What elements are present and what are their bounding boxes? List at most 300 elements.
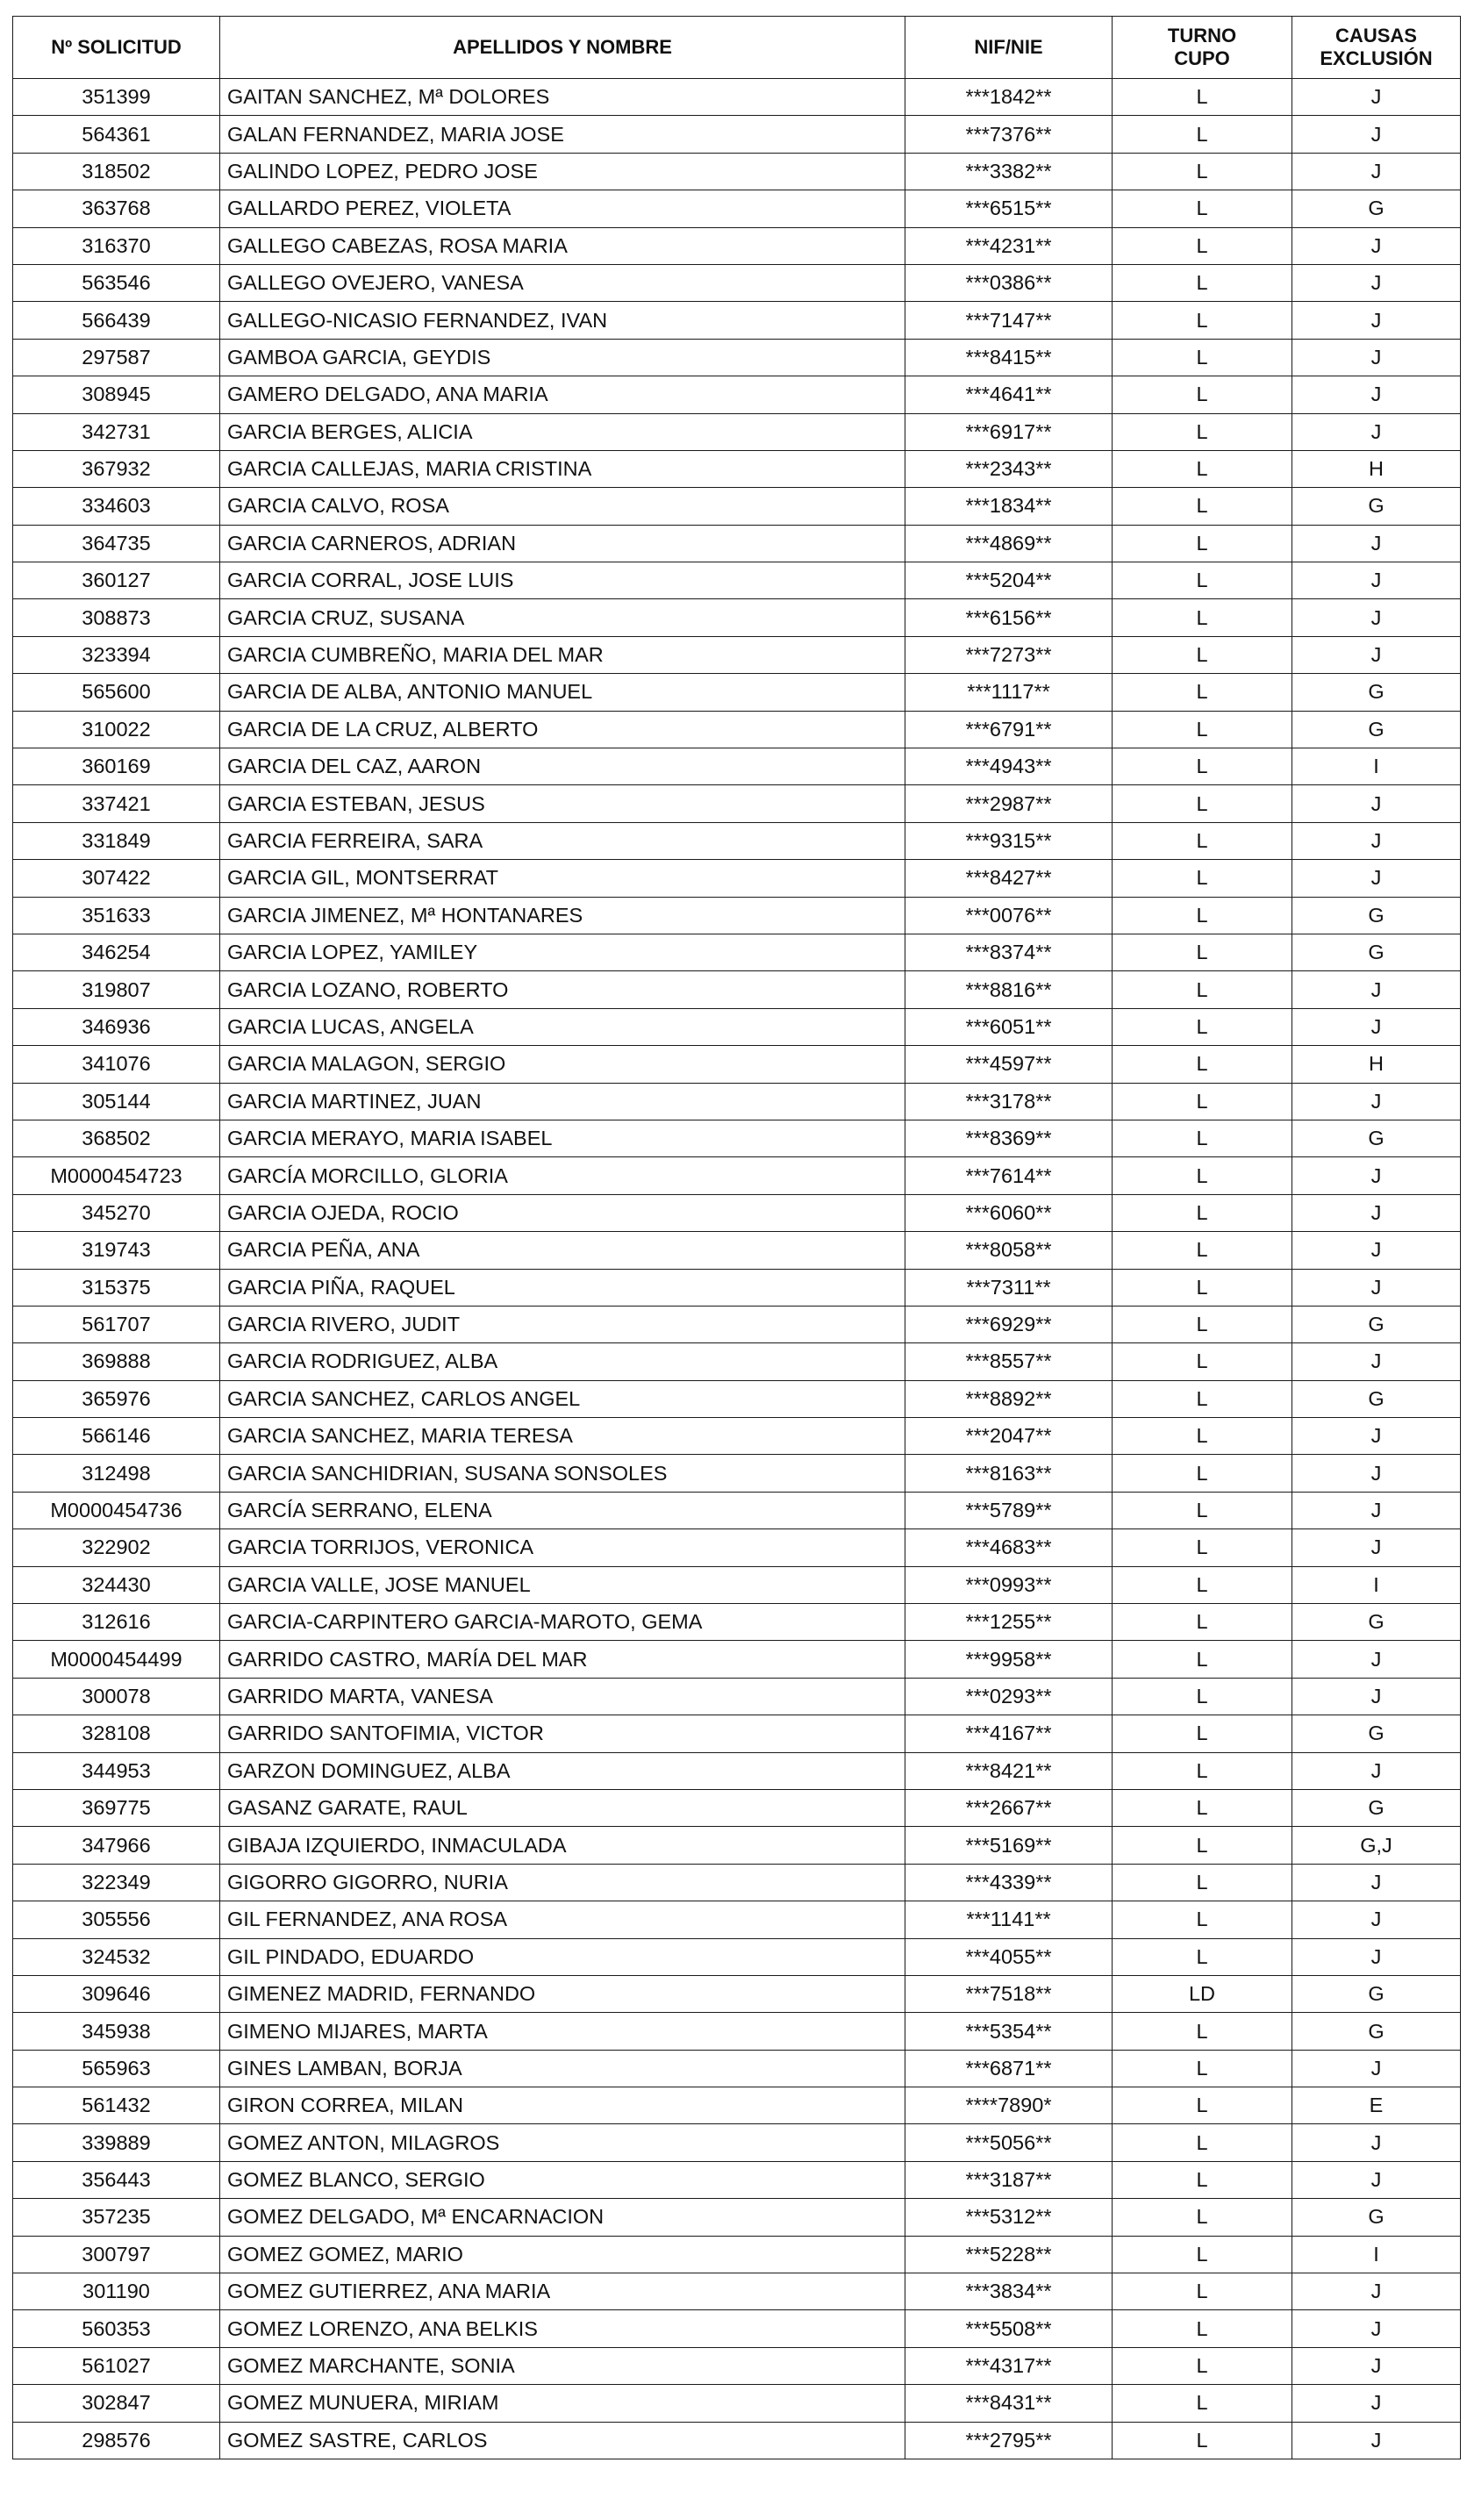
cell-turno-cupo: L [1113,1120,1292,1156]
cell-solicitud: 351399 [13,79,220,116]
cell-turno-cupo: L [1113,2422,1292,2459]
table-row [13,2310,1461,2347]
exclusion-table [12,16,1461,2459]
cell-solicitud: 341076 [13,1046,220,1083]
cell-turno-cupo: L [1113,413,1292,450]
cell-solicitud: 561027 [13,2347,220,2384]
cell-nif: ***0076** [905,897,1113,934]
cell-solicitud: 346254 [13,934,220,970]
table-row [13,860,1461,897]
cell-turno-cupo: LD [1113,1975,1292,2012]
cell-solicitud: 307422 [13,860,220,897]
cell-turno-cupo: L [1113,2124,1292,2161]
cell-solicitud: 334603 [13,488,220,525]
cell-causas-exclusion: G [1292,934,1461,970]
cell-nif: ***8415** [905,339,1113,376]
cell-nombre: GALLEGO CABEZAS, ROSA MARIA [220,227,905,264]
cell-turno-cupo: L [1113,1418,1292,1455]
cell-turno-cupo: L [1113,1343,1292,1380]
cell-causas-exclusion: G [1292,1789,1461,1826]
cell-causas-exclusion: G [1292,190,1461,227]
cell-nombre: GIL PINDADO, EDUARDO [220,1938,905,1975]
cell-solicitud: 308945 [13,376,220,413]
cell-causas-exclusion: J [1292,525,1461,562]
cell-nombre: GARCIA PEÑA, ANA [220,1232,905,1269]
table-row [13,1418,1461,1455]
table-row [13,562,1461,599]
table-row [13,450,1461,487]
cell-nombre: GALLEGO OVEJERO, VANESA [220,264,905,301]
cell-turno-cupo: L [1113,711,1292,748]
cell-causas-exclusion: J [1292,1157,1461,1194]
cell-turno-cupo: L [1113,860,1292,897]
cell-turno-cupo: L [1113,1566,1292,1603]
cell-nif: ***4231** [905,227,1113,264]
cell-nombre: GARCIA DE LA CRUZ, ALBERTO [220,711,905,748]
cell-nif: ***6871** [905,2050,1113,2087]
cell-solicitud: 563546 [13,264,220,301]
cell-nif: ***6515** [905,190,1113,227]
table-row [13,1604,1461,1641]
cell-causas-exclusion: G [1292,1380,1461,1417]
cell-nif: ***7147** [905,302,1113,339]
cell-turno-cupo: L [1113,79,1292,116]
cell-solicitud: 345938 [13,2013,220,2050]
table-row [13,339,1461,376]
cell-nombre: GIL FERNANDEZ, ANA ROSA [220,1901,905,1938]
cell-causas-exclusion: J [1292,1269,1461,1306]
cell-causas-exclusion: H [1292,450,1461,487]
cell-turno-cupo: L [1113,2273,1292,2310]
cell-turno-cupo: L [1113,1715,1292,1752]
cell-solicitud: 360169 [13,748,220,785]
cell-turno-cupo: L [1113,525,1292,562]
table-row [13,190,1461,227]
cell-turno-cupo: L [1113,2347,1292,2384]
cell-nif: ***4317** [905,2347,1113,2384]
table-row [13,302,1461,339]
cell-nombre: GARCIA JIMENEZ, Mª HONTANARES [220,897,905,934]
table-row [13,1752,1461,1789]
cell-causas-exclusion: G [1292,1715,1461,1752]
cell-nombre: GOMEZ DELGADO, Mª ENCARNACION [220,2199,905,2236]
cell-turno-cupo: L [1113,488,1292,525]
cell-solicitud: 356443 [13,2161,220,2198]
cell-nif: ***2987** [905,785,1113,822]
cell-turno-cupo: L [1113,1269,1292,1306]
table-row [13,1864,1461,1901]
table-body [13,79,1461,2459]
cell-solicitud: 365976 [13,1380,220,1417]
table-row [13,2050,1461,2087]
cell-nombre: GARCIA GIL, MONTSERRAT [220,860,905,897]
table-row [13,1901,1461,1938]
cell-solicitud: 346936 [13,1008,220,1045]
cell-solicitud: M0000454499 [13,1641,220,1678]
cell-nombre: GARCIA PIÑA, RAQUEL [220,1269,905,1306]
cell-solicitud: 561432 [13,2087,220,2124]
cell-solicitud: 322349 [13,1864,220,1901]
cell-nif: ***6051** [905,1008,1113,1045]
cell-solicitud: 319807 [13,971,220,1008]
cell-causas-exclusion: J [1292,2050,1461,2087]
table-row [13,1306,1461,1342]
cell-causas-exclusion: J [1292,2422,1461,2459]
header-causas-line1: CAUSAS [1335,25,1417,47]
cell-solicitud: 363768 [13,190,220,227]
header-solicitud: Nº SOLICITUD [13,17,220,79]
cell-solicitud: M0000454736 [13,1492,220,1528]
cell-turno-cupo: L [1113,674,1292,711]
table-row [13,711,1461,748]
cell-nombre: GARCIA LOPEZ, YAMILEY [220,934,905,970]
cell-nombre: GARCIA MARTINEZ, JUAN [220,1083,905,1120]
cell-nif: ***7376** [905,116,1113,153]
table-row [13,1938,1461,1975]
cell-nombre: GAITAN SANCHEZ, Mª DOLORES [220,79,905,116]
cell-nif: ***4683** [905,1529,1113,1566]
cell-causas-exclusion: J [1292,1083,1461,1120]
cell-nif: ***5354** [905,2013,1113,2050]
table-header-row [13,17,1461,79]
cell-solicitud: 347966 [13,1827,220,1864]
cell-solicitud: 344953 [13,1752,220,1789]
cell-causas-exclusion: J [1292,1752,1461,1789]
cell-nombre: GARCIA FERREIRA, SARA [220,822,905,859]
cell-solicitud: 312498 [13,1455,220,1492]
cell-solicitud: 364735 [13,525,220,562]
cell-nif: ***9315** [905,822,1113,859]
cell-solicitud: 300078 [13,1678,220,1715]
cell-turno-cupo: L [1113,971,1292,1008]
cell-solicitud: 331849 [13,822,220,859]
cell-causas-exclusion: G [1292,1604,1461,1641]
table-row [13,2422,1461,2459]
cell-causas-exclusion: J [1292,785,1461,822]
cell-nombre: GARCIA RODRIGUEZ, ALBA [220,1343,905,1380]
cell-nif: ***0293** [905,1678,1113,1715]
table-row [13,488,1461,525]
cell-nif: ***5789** [905,1492,1113,1528]
cell-nombre: GALLARDO PEREZ, VIOLETA [220,190,905,227]
cell-solicitud: 367932 [13,450,220,487]
cell-nif: ***8421** [905,1752,1113,1789]
cell-causas-exclusion: J [1292,2310,1461,2347]
cell-turno-cupo: L [1113,599,1292,636]
cell-nif: ***9958** [905,1641,1113,1678]
cell-causas-exclusion: J [1292,1194,1461,1231]
header-causas-exclusion [1292,17,1461,79]
table-row [13,934,1461,970]
cell-causas-exclusion: J [1292,2385,1461,2422]
cell-nombre: GARCIA DE ALBA, ANTONIO MANUEL [220,674,905,711]
cell-solicitud: 309646 [13,1975,220,2012]
table-row [13,227,1461,264]
cell-causas-exclusion: J [1292,1864,1461,1901]
cell-causas-exclusion: I [1292,1566,1461,1603]
cell-solicitud: 339889 [13,2124,220,2161]
table-row [13,1083,1461,1120]
cell-turno-cupo: L [1113,153,1292,190]
cell-causas-exclusion: J [1292,636,1461,673]
cell-nombre: GARCIA CARNEROS, ADRIAN [220,525,905,562]
cell-nif: ***8163** [905,1455,1113,1492]
header-turno-line1: TURNO [1167,25,1237,47]
table-row [13,1046,1461,1083]
cell-turno-cupo: L [1113,822,1292,859]
table-row [13,153,1461,190]
cell-turno-cupo: L [1113,785,1292,822]
cell-causas-exclusion: G [1292,2199,1461,2236]
cell-turno-cupo: L [1113,2161,1292,2198]
cell-nombre: GARCÍA SERRANO, ELENA [220,1492,905,1528]
cell-solicitud: 324430 [13,1566,220,1603]
cell-causas-exclusion: J [1292,153,1461,190]
cell-turno-cupo: L [1113,636,1292,673]
table-row [13,2347,1461,2384]
cell-solicitud: 310022 [13,711,220,748]
cell-turno-cupo: L [1113,1046,1292,1083]
cell-nombre: GALAN FERNANDEZ, MARIA JOSE [220,116,905,153]
cell-solicitud: 328108 [13,1715,220,1752]
header-turno-line2: CUPO [1174,47,1230,69]
cell-causas-exclusion: G [1292,488,1461,525]
cell-turno-cupo: L [1113,1864,1292,1901]
table-row [13,1641,1461,1678]
cell-causas-exclusion: J [1292,413,1461,450]
table-row [13,1789,1461,1826]
cell-nombre: GARCIA SANCHIDRIAN, SUSANA SONSOLES [220,1455,905,1492]
cell-solicitud: 565600 [13,674,220,711]
cell-nif: ***8431** [905,2385,1113,2422]
cell-nombre: GARCIA MALAGON, SERGIO [220,1046,905,1083]
cell-nombre: GALLEGO-NICASIO FERNANDEZ, IVAN [220,302,905,339]
cell-nif: ***2343** [905,450,1113,487]
cell-solicitud: 319743 [13,1232,220,1269]
table-row [13,1269,1461,1306]
table-row [13,2199,1461,2236]
cell-nombre: GALINDO LOPEZ, PEDRO JOSE [220,153,905,190]
cell-turno-cupo: L [1113,339,1292,376]
cell-nif: ***8058** [905,1232,1113,1269]
table-row [13,1975,1461,2012]
cell-solicitud: 351633 [13,897,220,934]
cell-turno-cupo: L [1113,1678,1292,1715]
cell-nif: ***4055** [905,1938,1113,1975]
cell-nombre: GOMEZ BLANCO, SERGIO [220,2161,905,2198]
cell-causas-exclusion: J [1292,822,1461,859]
cell-causas-exclusion: J [1292,116,1461,153]
cell-nombre: GOMEZ MARCHANTE, SONIA [220,2347,905,2384]
cell-nif: ***4641** [905,376,1113,413]
cell-nombre: GARCIA RIVERO, JUDIT [220,1306,905,1342]
cell-causas-exclusion: J [1292,339,1461,376]
table-row [13,1343,1461,1380]
cell-solicitud: 369888 [13,1343,220,1380]
cell-causas-exclusion: J [1292,1492,1461,1528]
cell-turno-cupo: L [1113,1752,1292,1789]
cell-nif: ***5508** [905,2310,1113,2347]
cell-turno-cupo: L [1113,1938,1292,1975]
cell-solicitud: 298576 [13,2422,220,2459]
cell-turno-cupo: L [1113,302,1292,339]
cell-nombre: GARCIA CALLEJAS, MARIA CRISTINA [220,450,905,487]
cell-causas-exclusion: G [1292,1975,1461,2012]
cell-turno-cupo: L [1113,1157,1292,1194]
table-row [13,1008,1461,1045]
cell-turno-cupo: L [1113,1008,1292,1045]
cell-solicitud: 318502 [13,153,220,190]
cell-causas-exclusion: J [1292,376,1461,413]
cell-turno-cupo: L [1113,2385,1292,2422]
cell-solicitud: 337421 [13,785,220,822]
cell-causas-exclusion: G [1292,2013,1461,2050]
table-row [13,785,1461,822]
cell-turno-cupo: L [1113,1641,1292,1678]
cell-nif: ***6156** [905,599,1113,636]
cell-nif: ***8557** [905,1343,1113,1380]
cell-nif: ***3187** [905,2161,1113,2198]
cell-nif: ***0386** [905,264,1113,301]
cell-nif: ***1834** [905,488,1113,525]
cell-nif: ***8892** [905,1380,1113,1417]
cell-causas-exclusion: J [1292,1455,1461,1492]
table-row [13,1492,1461,1528]
cell-nif: ***7273** [905,636,1113,673]
cell-turno-cupo: L [1113,2310,1292,2347]
cell-nif: ***1117** [905,674,1113,711]
table-row [13,2273,1461,2310]
cell-causas-exclusion: J [1292,2124,1461,2161]
cell-nombre: GARCIA MERAYO, MARIA ISABEL [220,1120,905,1156]
cell-nif: ****7890* [905,2087,1113,2124]
table-row [13,1678,1461,1715]
cell-nif: ***6917** [905,413,1113,450]
cell-causas-exclusion: J [1292,2347,1461,2384]
cell-nif: ***1842** [905,79,1113,116]
cell-solicitud: 297587 [13,339,220,376]
cell-nif: ***6929** [905,1306,1113,1342]
cell-nombre: GARCIA LOZANO, ROBERTO [220,971,905,1008]
cell-causas-exclusion: J [1292,1343,1461,1380]
cell-nif: ***4597** [905,1046,1113,1083]
cell-nif: ***6060** [905,1194,1113,1231]
cell-solicitud: 357235 [13,2199,220,2236]
cell-nif: ***4167** [905,1715,1113,1752]
cell-turno-cupo: L [1113,1194,1292,1231]
cell-nif: ***2667** [905,1789,1113,1826]
cell-solicitud: 566146 [13,1418,220,1455]
table-row [13,897,1461,934]
cell-solicitud: 305144 [13,1083,220,1120]
cell-turno-cupo: L [1113,2199,1292,2236]
cell-nif: ***8816** [905,971,1113,1008]
cell-causas-exclusion: J [1292,1008,1461,1045]
cell-solicitud: M0000454723 [13,1157,220,1194]
cell-nif: ***8374** [905,934,1113,970]
cell-causas-exclusion: J [1292,302,1461,339]
cell-nombre: GARCIA SANCHEZ, MARIA TERESA [220,1418,905,1455]
cell-solicitud: 565963 [13,2050,220,2087]
cell-causas-exclusion: J [1292,599,1461,636]
cell-nif: ***8427** [905,860,1113,897]
cell-nombre: GOMEZ LORENZO, ANA BELKIS [220,2310,905,2347]
cell-turno-cupo: L [1113,1306,1292,1342]
cell-nombre: GARCIA CORRAL, JOSE LUIS [220,562,905,599]
table-row [13,1380,1461,1417]
table-row [13,1455,1461,1492]
header-nif: NIF/NIE [905,17,1113,79]
table-row [13,2087,1461,2124]
table-row [13,2236,1461,2273]
cell-causas-exclusion: G [1292,897,1461,934]
cell-turno-cupo: L [1113,116,1292,153]
table-row [13,822,1461,859]
cell-nombre: GARCIA CALVO, ROSA [220,488,905,525]
cell-nif: ***7614** [905,1157,1113,1194]
table-row [13,376,1461,413]
cell-turno-cupo: L [1113,2236,1292,2273]
header-causas-line2: EXCLUSIÓN [1320,47,1433,69]
cell-nombre: GARCIA OJEDA, ROCIO [220,1194,905,1231]
cell-turno-cupo: L [1113,562,1292,599]
cell-nif: ***8369** [905,1120,1113,1156]
table-row [13,1566,1461,1603]
table-row [13,1827,1461,1864]
cell-turno-cupo: L [1113,1604,1292,1641]
cell-nif: ***2047** [905,1418,1113,1455]
cell-causas-exclusion: J [1292,1901,1461,1938]
cell-nif: ***3382** [905,153,1113,190]
cell-nombre: GARZON DOMINGUEZ, ALBA [220,1752,905,1789]
cell-causas-exclusion: I [1292,748,1461,785]
cell-nombre: GARRIDO MARTA, VANESA [220,1678,905,1715]
cell-nombre: GARRIDO SANTOFIMIA, VICTOR [220,1715,905,1752]
cell-nombre: GIRON CORREA, MILAN [220,2087,905,2124]
cell-solicitud: 560353 [13,2310,220,2347]
cell-turno-cupo: L [1113,1455,1292,1492]
cell-causas-exclusion: J [1292,1232,1461,1269]
cell-nombre: GARCIA BERGES, ALICIA [220,413,905,450]
cell-nombre: GARCIA TORRIJOS, VERONICA [220,1529,905,1566]
cell-solicitud: 561707 [13,1306,220,1342]
cell-turno-cupo: L [1113,1789,1292,1826]
header-nombre: APELLIDOS Y NOMBRE [220,17,905,79]
cell-nif: ***5169** [905,1827,1113,1864]
table-row [13,1232,1461,1269]
cell-causas-exclusion: G,J [1292,1827,1461,1864]
cell-solicitud: 342731 [13,413,220,450]
cell-nombre: GARCIA ESTEBAN, JESUS [220,785,905,822]
cell-nif: ***7311** [905,1269,1113,1306]
cell-causas-exclusion: J [1292,2273,1461,2310]
cell-nombre: GARRIDO CASTRO, MARÍA DEL MAR [220,1641,905,1678]
cell-causas-exclusion: J [1292,79,1461,116]
cell-nif: ***5312** [905,2199,1113,2236]
cell-solicitud: 315375 [13,1269,220,1306]
exclusion-list-document [12,16,1460,2459]
cell-turno-cupo: L [1113,450,1292,487]
cell-turno-cupo: L [1113,376,1292,413]
cell-solicitud: 302847 [13,2385,220,2422]
cell-causas-exclusion: J [1292,971,1461,1008]
cell-nombre: GARCÍA MORCILLO, GLORIA [220,1157,905,1194]
cell-nombre: GARCIA DEL CAZ, AARON [220,748,905,785]
cell-nif: ***5228** [905,2236,1113,2273]
cell-nombre: GAMBOA GARCIA, GEYDIS [220,339,905,376]
cell-nif: ***7518** [905,1975,1113,2012]
cell-solicitud: 368502 [13,1120,220,1156]
